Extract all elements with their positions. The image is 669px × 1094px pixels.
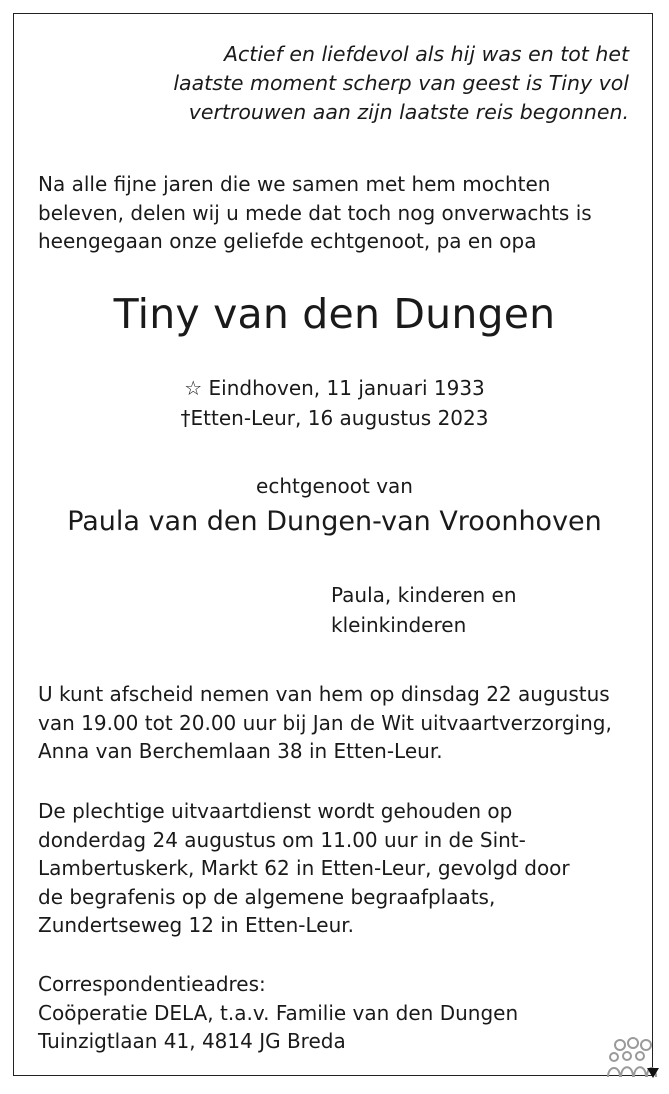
quote-line: laatste moment scherp van geest is Tiny vol: [173, 71, 629, 95]
correspondence-line: Coöperatie DELA, t.a.v. Familie van den Dungen: [38, 1000, 519, 1025]
correspondence-line: Tuinzigtlaan 41, 4814 JG Breda: [38, 1029, 346, 1054]
service-line: Zundertseweg 12 in Etten-Leur.: [38, 913, 354, 938]
deceased-name: Tiny van den Dungen: [113, 290, 556, 338]
intro-paragraph: [38, 170, 592, 256]
signature-line: kleinkinderen: [331, 613, 467, 637]
service-line: donderdag 24 augustus om 11.00 uur in de Sint-: [38, 827, 526, 852]
visitation-line: Anna van Berchemlaan 38 in Etten-Leur.: [38, 739, 443, 764]
service-line: Lambertuskerk, Markt 62 in Etten-Leur, gevolgd door: [38, 856, 570, 881]
signature: [331, 580, 517, 640]
death-line: [0, 406, 669, 430]
correspondence-paragraph: [38, 970, 518, 1056]
spouse-label: echtgenoot van: [256, 474, 413, 498]
signature-line: Paula, kinderen en: [331, 583, 517, 607]
service-paragraph: [38, 797, 570, 940]
intro-line: Na alle fijne jaren die we samen met hem mochten: [38, 172, 551, 196]
opening-quote: [173, 40, 629, 127]
intro-line: heengegaan onze geliefde echtgenoot, pa en opa: [38, 229, 537, 254]
service-line: de begrafenis op de algemene begraafplaats,: [38, 884, 496, 909]
spouse-name: Paula van den Dungen-van Vroonhoven: [67, 506, 602, 537]
quote-line: vertrouwen aan zijn laatste reis begonnen.: [188, 100, 629, 124]
intro-line: beleven, delen wij u mede dat toch nog onverwachts is: [38, 200, 592, 225]
birth-line: [0, 376, 669, 400]
star-icon: ☆: [184, 376, 203, 400]
quote-line: Actief en liefdevol als hij was en tot het: [223, 42, 629, 66]
visitation-line: van 19.00 tot 20.00 uur bij Jan de Wit uitvaartverzorging,: [38, 710, 612, 735]
cross-icon: †: [180, 406, 191, 430]
correspondence-line: Correspondentieadres:: [38, 972, 266, 996]
visitation-paragraph: [38, 680, 612, 766]
visitation-line: U kunt afscheid nemen van hem op dinsdag 22 augustus: [38, 682, 610, 706]
death-text: Etten-Leur, 16 augustus 2023: [190, 406, 489, 430]
service-line: De plechtige uitvaartdienst wordt gehouden op: [38, 799, 513, 823]
birth-text: Eindhoven, 11 januari 1933: [208, 376, 485, 400]
triangle-down-icon: [647, 1068, 659, 1078]
